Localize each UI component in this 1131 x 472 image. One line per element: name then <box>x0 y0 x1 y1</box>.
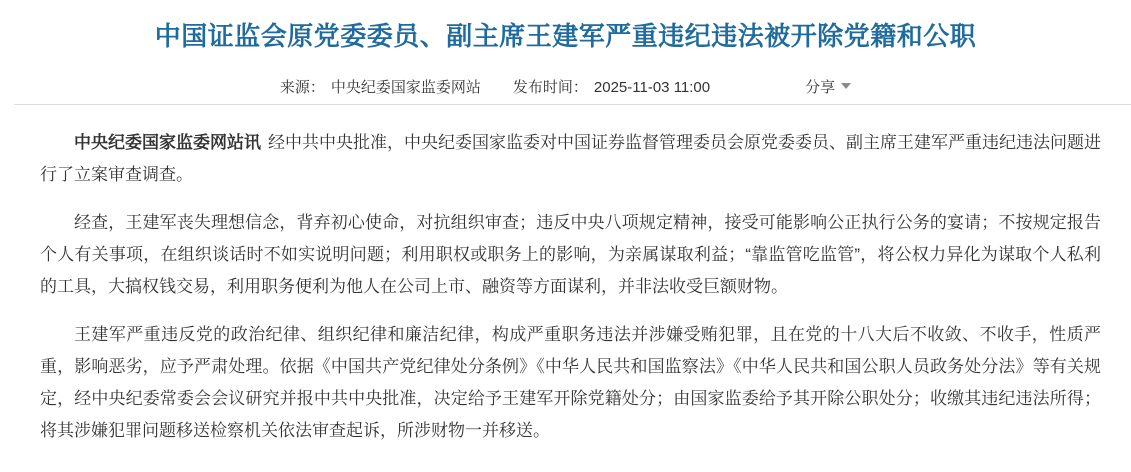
source-label: 来源： <box>279 78 325 96</box>
paragraph-text: 经中共中央批准，中央纪委国家监委对中国证券监督管理委员会原党委委员、副主席王建军严重违纪违法问题进行了立案审查调查。 <box>40 133 1101 184</box>
paragraph <box>40 319 1101 447</box>
source-info <box>280 76 481 97</box>
share-label: 分享 <box>805 78 836 96</box>
paragraph-lead: 中央纪委国家监委网站讯 <box>74 133 261 152</box>
paragraph-text: 经查，王建军丧失理想信念，背弃初心使命，对抗组织审查；违反中央八项规定精神，接受可能影响公正执行公务的宴请；不按规定报告个人有关事项，在组织谈话时不如实说明问题；利用职权或职务上的影响，为亲属谋取利益；“靠监管吃监管”，将公权力异化为谋取个人私利的工具，大搞权钱交易，利用职务便利为他人在公司上市、融资等方面谋利，并非法收受巨额财物。 <box>40 213 1101 296</box>
publish-time-label: 发布时间： <box>512 78 588 96</box>
chevron-down-icon <box>841 83 851 89</box>
article-body <box>0 105 1131 447</box>
article-meta <box>0 76 1131 96</box>
paragraph-text: 王建军严重违反党的政治纪律、组织纪律和廉洁纪律，构成严重职务违法并涉嫌受贿犯罪，且在党的十八大后不收敛、不收手，性质严重，影响恶劣，应予严肃处理。依据《中国共产党纪律处分条例》《中华人民共和国监察法》《中华人民共和国公职人员政务处分法》等有关规定，经中央纪委常委会会议研究并报中共中央批准，决定给予王建军开除党籍处分；由国家监委给予其开除公职处分；收缴其违纪违法所得；将其涉嫌犯罪问题移送检察机关依法审查起诉，所涉财物一并移送。 <box>40 325 1101 440</box>
paragraph <box>40 207 1101 303</box>
source-value: 中央纪委国家监委网站 <box>330 78 481 96</box>
share-dropdown[interactable] <box>805 76 851 97</box>
page-title: 中国证监会原党委委员、副主席王建军严重违纪违法被开除党籍和公职 <box>154 21 977 51</box>
paragraph <box>40 127 1101 191</box>
publish-info <box>513 76 710 97</box>
publish-time-value: 2025-11-03 11:00 <box>593 78 711 96</box>
